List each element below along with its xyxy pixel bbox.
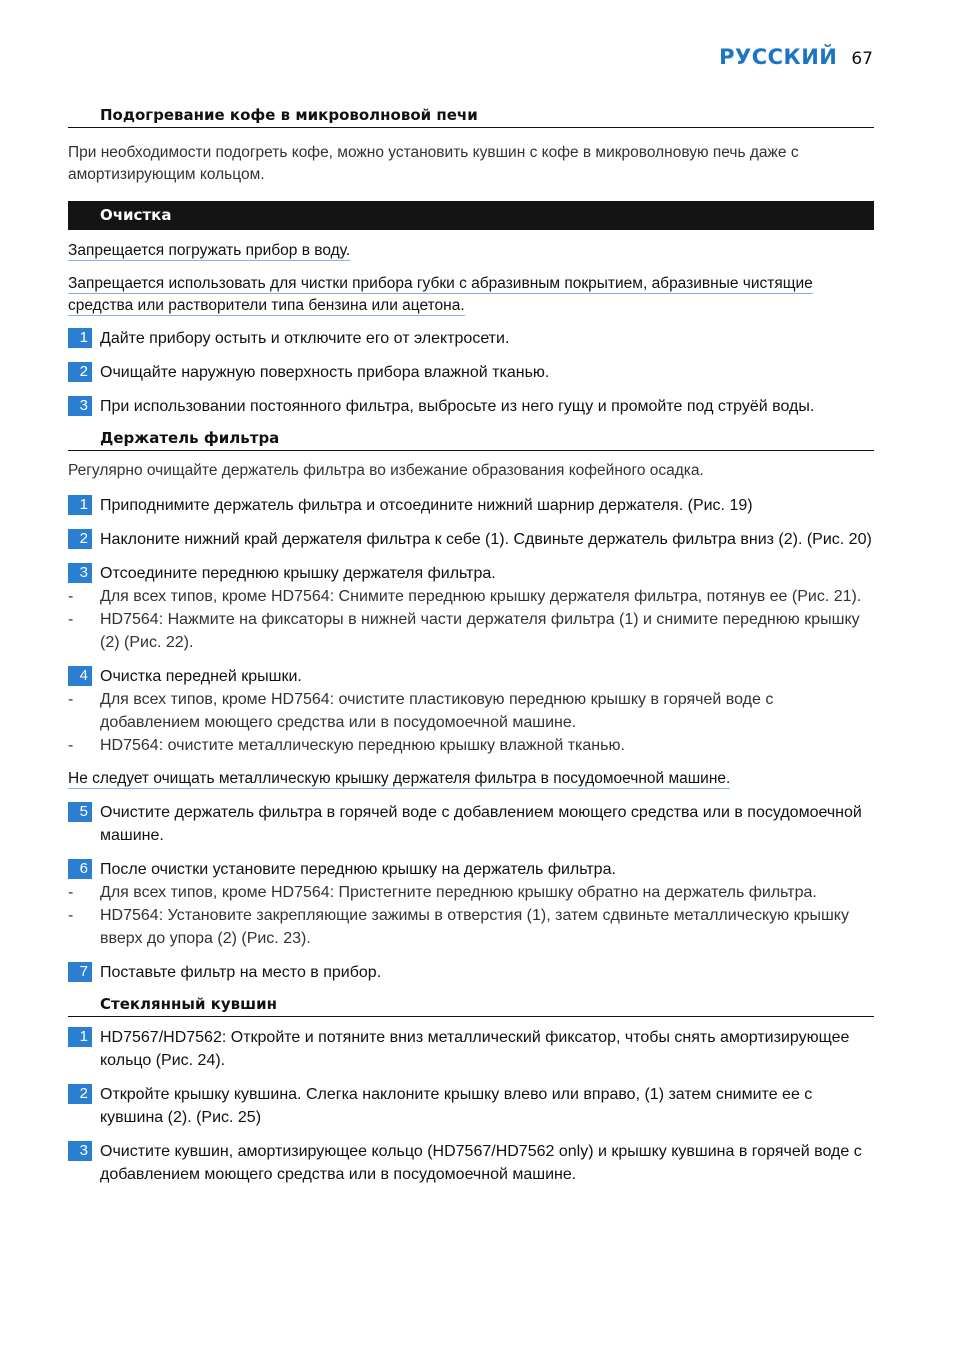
cleaning-step-3 — [68, 395, 874, 418]
step-number: 1 — [68, 1027, 92, 1047]
step-text: Очистите держатель фильтра в горячей воде с добавлением моющего средства или в посудомоечной машине. — [100, 804, 862, 844]
step-text: Откройте крышку кувшина. Слегка наклоните крышку влево или вправо, (1) затем снимите ее с кувшина (2). (Рис. 25) — [100, 1086, 813, 1126]
step-text: Поставьте фильтр на место в прибор. — [100, 964, 382, 981]
bullet-dash: - — [68, 737, 74, 754]
step-text: Наклоните нижний край держателя фильтра к себе (1). Сдвиньте держатель фильтра вниз (2). (Рис. 20) — [100, 531, 872, 548]
microwave-text: При необходимости подогреть кофе, можно установить кувшин с кофе в микроволновую печь даже с амортизирующим кольцом. — [68, 144, 799, 183]
bullet-dash: - — [68, 884, 74, 901]
bullet-text: HD7564: очистите металлическую переднюю крышку влажной тканью. — [100, 737, 625, 754]
cleaning-step-2 — [68, 361, 874, 384]
bullet-dash: - — [68, 588, 74, 605]
page-header — [719, 45, 873, 69]
step-number: 3 — [68, 396, 92, 416]
step-text: Очистите кувшин, амортизирующее кольцо (HD7567/HD7562 only) и крышку кувшина в горячей воде с добавлением моющего средства или в посудомоечной машине. — [100, 1143, 862, 1183]
bullet-dash: - — [68, 691, 74, 708]
step-number: 2 — [68, 362, 92, 382]
step-text: Очистка передней крышки. — [100, 668, 302, 685]
filter-step-5 — [68, 801, 874, 847]
step-number: 2 — [68, 1084, 92, 1104]
step-number: 1 — [68, 495, 92, 515]
step-text: Очищайте наружную поверхность прибора влажной тканью. — [100, 364, 550, 381]
cleaning-section-bar: Очистка — [68, 201, 874, 230]
warning-no-abrasives-text: Запрещается использовать для чистки прибора губки с абразивным покрытием, абразивные чистящие средства или растворители типа бензина или ацетона. — [68, 275, 813, 314]
glass-jug-heading: Стеклянный кувшин — [68, 994, 874, 1017]
step-text: При использовании постоянного фильтра, выбросьте из него гущу и промойте под струёй воды. — [100, 398, 815, 415]
filter-holder-intro: Регулярно очищайте держатель фильтра во избежание образования кофейного осадка. — [68, 462, 704, 479]
filter-step-3 — [68, 562, 874, 585]
step-number: 4 — [68, 666, 92, 686]
step-number: 5 — [68, 802, 92, 822]
filter-step-4-bullet-2 — [68, 734, 874, 757]
jug-step-2 — [68, 1083, 874, 1129]
filter-step-1 — [68, 494, 874, 517]
bullet-text: Для всех типов, кроме HD7564: Снимите переднюю крышку держателя фильтра, потянув ее (Рис. 21). — [100, 588, 862, 605]
bullet-text: Для всех типов, кроме HD7564: очистите пластиковую переднюю крышку в горячей воде с добавлением моющего средства или в посудомоечной машине. — [100, 691, 774, 731]
step-text: Отсоедините переднюю крышку держателя фильтра. — [100, 565, 496, 582]
cleaning-step-1 — [68, 327, 874, 350]
step-number: 3 — [68, 563, 92, 583]
bullet-text: HD7564: Нажмите на фиксаторы в нижней части держателя фильтра (1) и снимите переднюю крышку (2) (Рис. 22). — [100, 611, 860, 651]
step-number: 1 — [68, 328, 92, 348]
step-text: После очистки установите переднюю крышку на держатель фильтра. — [100, 861, 616, 878]
filter-step-3-bullet-2 — [68, 608, 874, 654]
step-text: Приподнимите держатель фильтра и отсоедините нижний шарнир держателя. (Рис. 19) — [100, 497, 753, 514]
filter-step-7 — [68, 961, 874, 984]
bullet-text: HD7564: Установите закрепляющие зажимы в отверстия (1), затем сдвиньте металлическую крышку вверх до упора (2) (Рис. 23). — [100, 907, 849, 947]
filter-step-3-bullet-1 — [68, 585, 874, 608]
warning-no-dishwasher — [68, 768, 874, 790]
filter-step-6 — [68, 858, 874, 881]
step-number: 2 — [68, 529, 92, 549]
filter-step-4-bullet-1 — [68, 688, 874, 734]
language-title: РУССКИЙ — [719, 45, 838, 69]
step-number: 6 — [68, 859, 92, 879]
filter-holder-heading: Держатель фильтра — [68, 428, 874, 451]
filter-step-6-bullet-1 — [68, 881, 874, 904]
filter-step-2 — [68, 528, 874, 551]
page-number: 67 — [851, 49, 873, 69]
filter-step-4 — [68, 665, 874, 688]
step-number: 3 — [68, 1141, 92, 1161]
step-text: Дайте прибору остыть и отключите его от электросети. — [100, 330, 510, 347]
warning-no-water-text: Запрещается погружать прибор в воду. — [68, 242, 351, 259]
step-number: 7 — [68, 962, 92, 982]
bullet-dash: - — [68, 907, 74, 924]
warning-no-dishwasher-text: Не следует очищать металлическую крышку держателя фильтра в посудомоечной машине. — [68, 770, 731, 787]
page-content — [68, 105, 874, 1186]
warning-no-water — [68, 240, 874, 262]
bullet-dash: - — [68, 611, 74, 628]
microwave-heading: Подогревание кофе в микроволновой печи — [68, 105, 874, 128]
step-text: HD7567/HD7562: Откройте и потяните вниз металлический фиксатор, чтобы снять амортизирующее кольцо (Рис. 24). — [100, 1029, 850, 1069]
filter-step-6-bullet-2 — [68, 904, 874, 950]
bullet-text: Для всех типов, кроме HD7564: Пристегните переднюю крышку обратно на держатель фильтра. — [100, 884, 817, 901]
warning-no-abrasives — [68, 273, 874, 317]
jug-step-1 — [68, 1026, 874, 1072]
jug-step-3 — [68, 1140, 874, 1186]
